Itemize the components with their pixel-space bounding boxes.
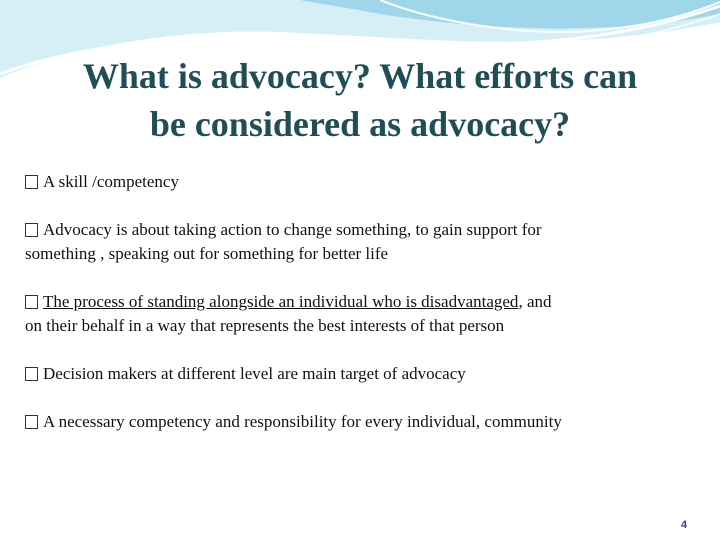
bullet-text: Decision makers at different level are main target of advocacy xyxy=(43,364,466,383)
bullet-text: Advocacy is about taking action to change something, to gain support for xyxy=(43,220,542,239)
square-bullet-icon xyxy=(25,223,38,237)
bullet-item xyxy=(25,362,695,386)
square-bullet-icon xyxy=(25,295,38,309)
bullet-item xyxy=(25,218,695,266)
bullet-item xyxy=(25,170,695,194)
title-line-2: be considered as advocacy? xyxy=(149,104,571,144)
bullet-text: A skill /competency xyxy=(43,172,179,191)
slide-title xyxy=(0,52,720,148)
bullet-text-continuation: on their behalf in a way that represents the best interests of that person xyxy=(25,316,505,335)
square-bullet-icon xyxy=(25,175,38,189)
bullet-text: A necessary competency and responsibility for every individual, community xyxy=(43,412,562,431)
page-number: 4 xyxy=(680,519,687,531)
bullet-item xyxy=(25,290,695,338)
bullet-text-continuation: something , speaking out for something for better life xyxy=(25,244,389,263)
bullet-text: , and xyxy=(518,292,552,311)
bullet-text-underlined: The process of standing alongside an individual who is disadvantaged xyxy=(43,292,519,311)
bullet-item xyxy=(25,410,695,434)
title-line-1: What is advocacy? What efforts can xyxy=(82,56,638,96)
square-bullet-icon xyxy=(25,415,38,429)
square-bullet-icon xyxy=(25,367,38,381)
